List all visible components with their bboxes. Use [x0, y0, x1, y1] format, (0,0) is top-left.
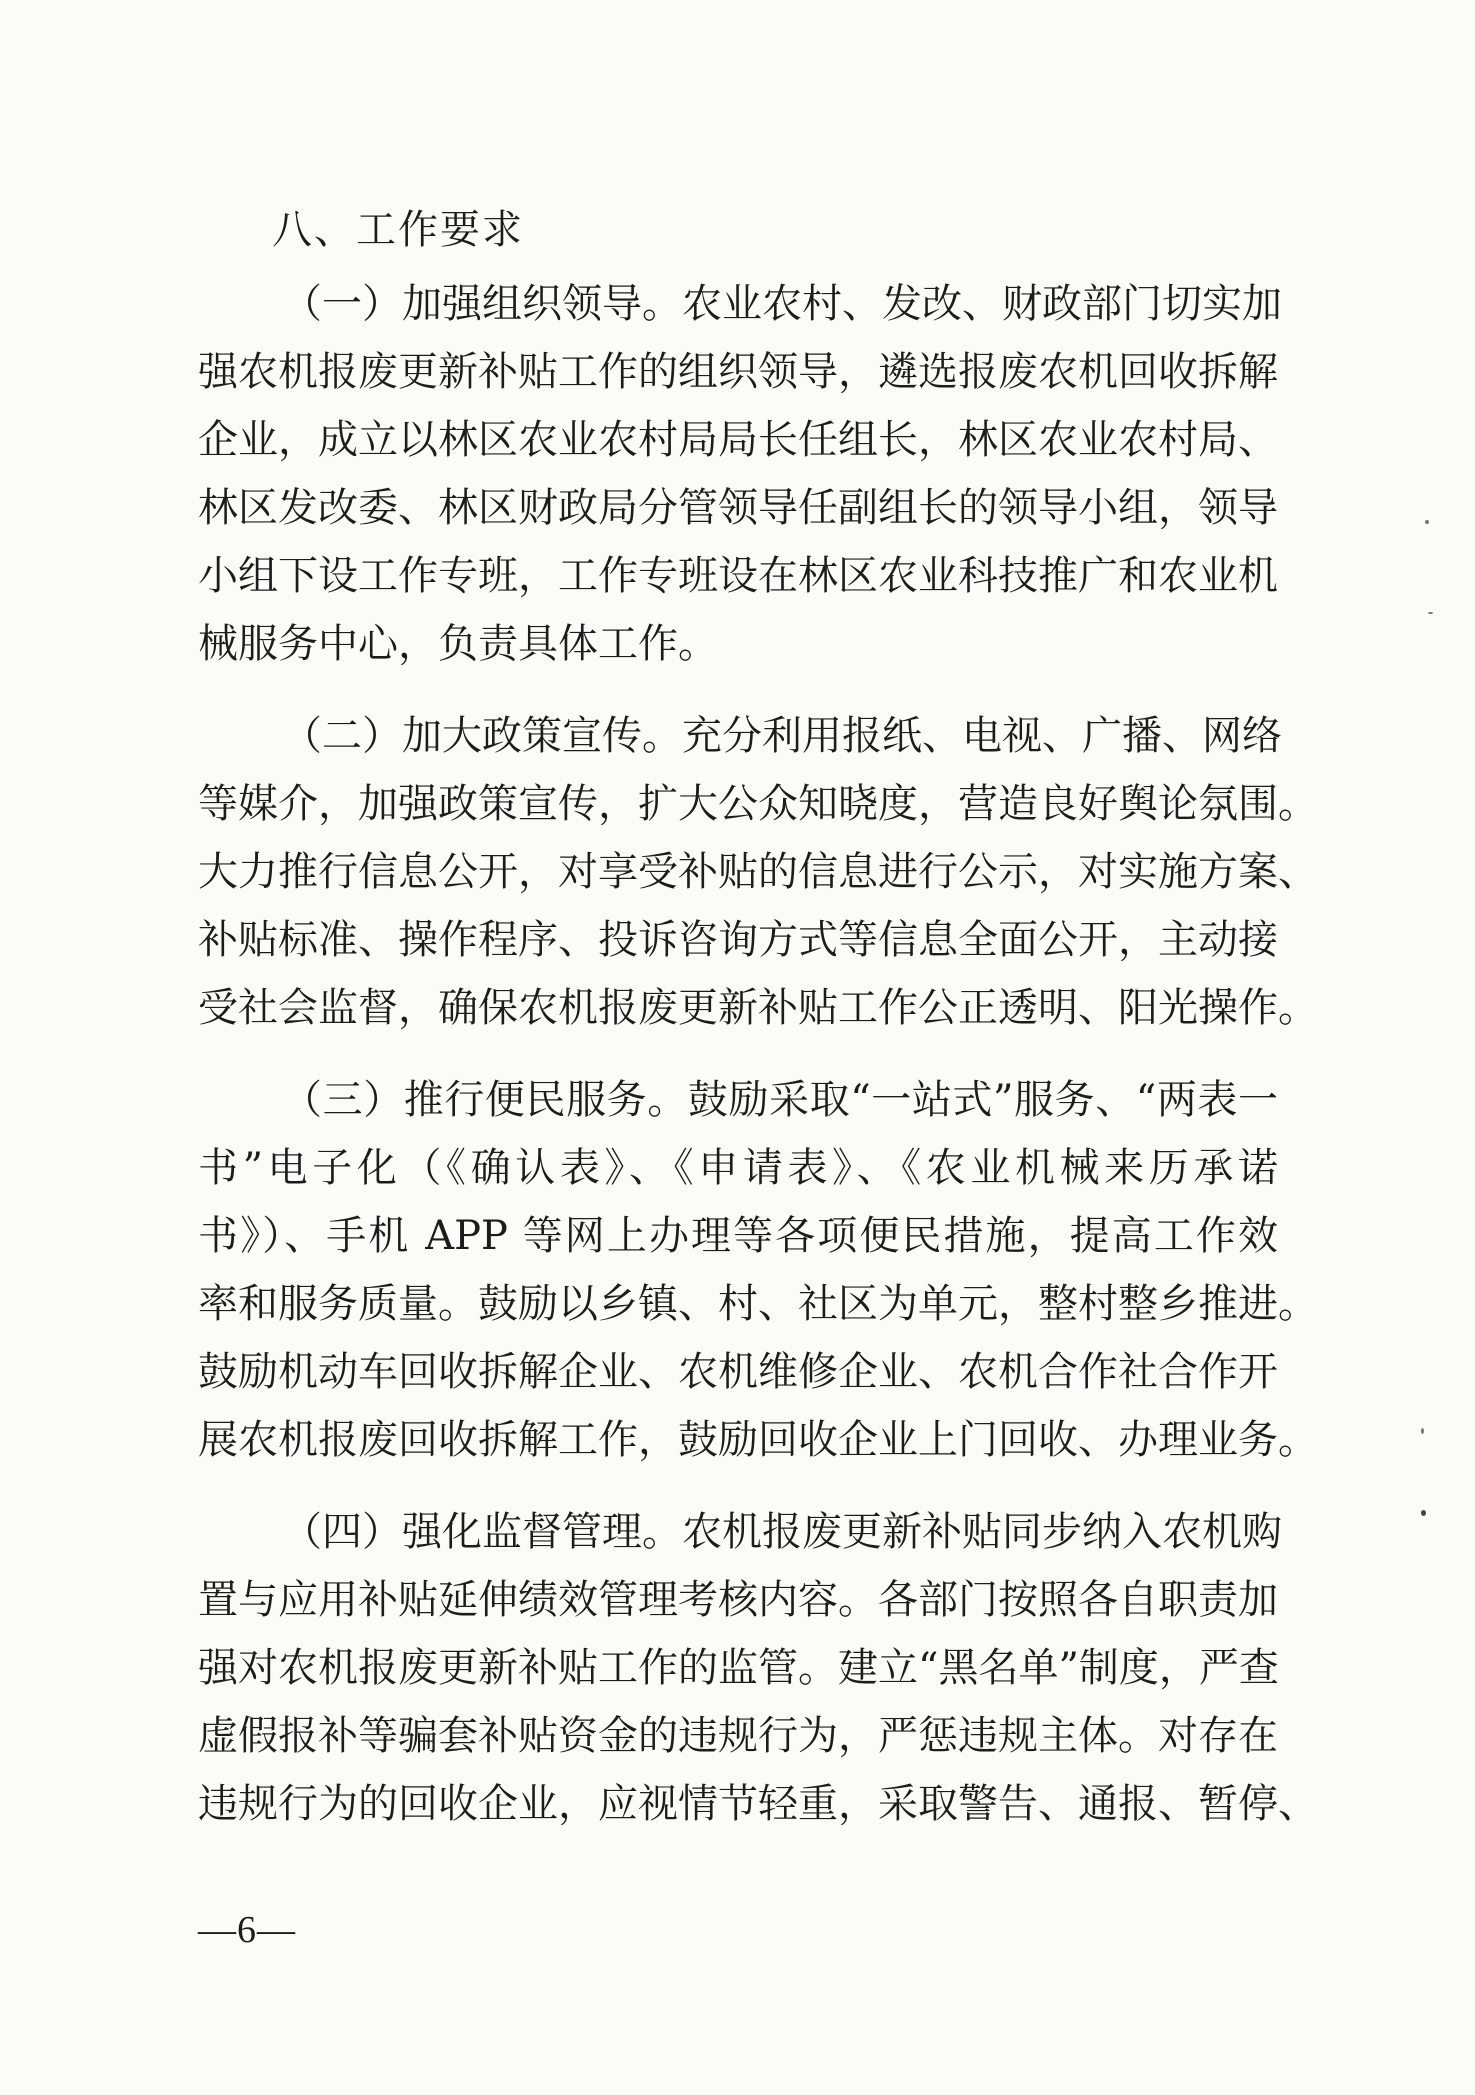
text-line: 强对农机报废更新补贴工作的监管。建立“黑名单”制度，严查 — [198, 1645, 1279, 1691]
text-line: 书”电子化（《确认表》、《申请表》、《农业机械来历承诺 — [198, 1145, 1278, 1191]
text-line: 置与应用补贴延伸绩效管理考核内容。各部门按照各自职责加 — [198, 1577, 1278, 1623]
scan-speck — [1421, 1510, 1426, 1516]
text-line: （一）加强组织领导。农业农村、发改、财政部门切实加 — [282, 281, 1282, 327]
text-line: 械服务中心，负责具体工作。 — [198, 621, 718, 667]
text-line: 等媒介，加强政策宣传，扩大公众知晓度，营造良好舆论氛围。 — [198, 781, 1318, 827]
text-line: 小组下设工作专班，工作专班设在林区农业科技推广和农业机 — [198, 553, 1278, 599]
scan-speck — [1425, 520, 1429, 524]
text-line: 书》）、手机 APP 等网上办理等各项便民措施，提高工作效 — [198, 1213, 1278, 1259]
text-line: 展农机报废回收拆解工作，鼓励回收企业上门回收、办理业务。 — [198, 1417, 1318, 1463]
text-line: 违规行为的回收企业，应视情节轻重，采取警告、通报、暂停、 — [198, 1781, 1318, 1827]
text-line: 补贴标准、操作程序、投诉咨询方式等信息全面公开，主动接 — [198, 917, 1278, 963]
section-heading: 八、工作要求 — [272, 207, 524, 253]
text-line: 林区发改委、林区财政局分管领导任副组长的领导小组，领导 — [198, 485, 1278, 531]
text-line: 强农机报废更新补贴工作的组织领导，遴选报废农机回收拆解 — [198, 349, 1278, 395]
text-line: 率和服务质量。鼓励以乡镇、村、社区为单元，整村整乡推进。 — [198, 1281, 1318, 1327]
text-line: （二）加大政策宣传。充分利用报纸、电视、广播、网络 — [282, 713, 1282, 759]
text-line: 大力推行信息公开，对享受补贴的信息进行公示，对实施方案、 — [198, 849, 1318, 895]
text-line: 鼓励机动车回收拆解企业、农机维修企业、农机合作社合作开 — [198, 1349, 1278, 1395]
scan-speck — [1428, 612, 1433, 614]
text-line: （三）推行便民服务。鼓励采取“一站式”服务、“两表一 — [282, 1077, 1278, 1123]
text-line: （四）强化监督管理。农机报废更新补贴同步纳入农机购 — [282, 1509, 1282, 1555]
text-line: 企业，成立以林区农业农村局局长任组长，林区农业农村局、 — [198, 417, 1278, 463]
page-number: —6— — [198, 1909, 296, 1951]
scan-speck — [1421, 1428, 1424, 1434]
text-line: 受社会监督，确保农机报废更新补贴工作公正透明、阳光操作。 — [198, 985, 1318, 1031]
text-line: 虚假报补等骗套补贴资金的违规行为，严惩违规主体。对存在 — [198, 1713, 1278, 1759]
